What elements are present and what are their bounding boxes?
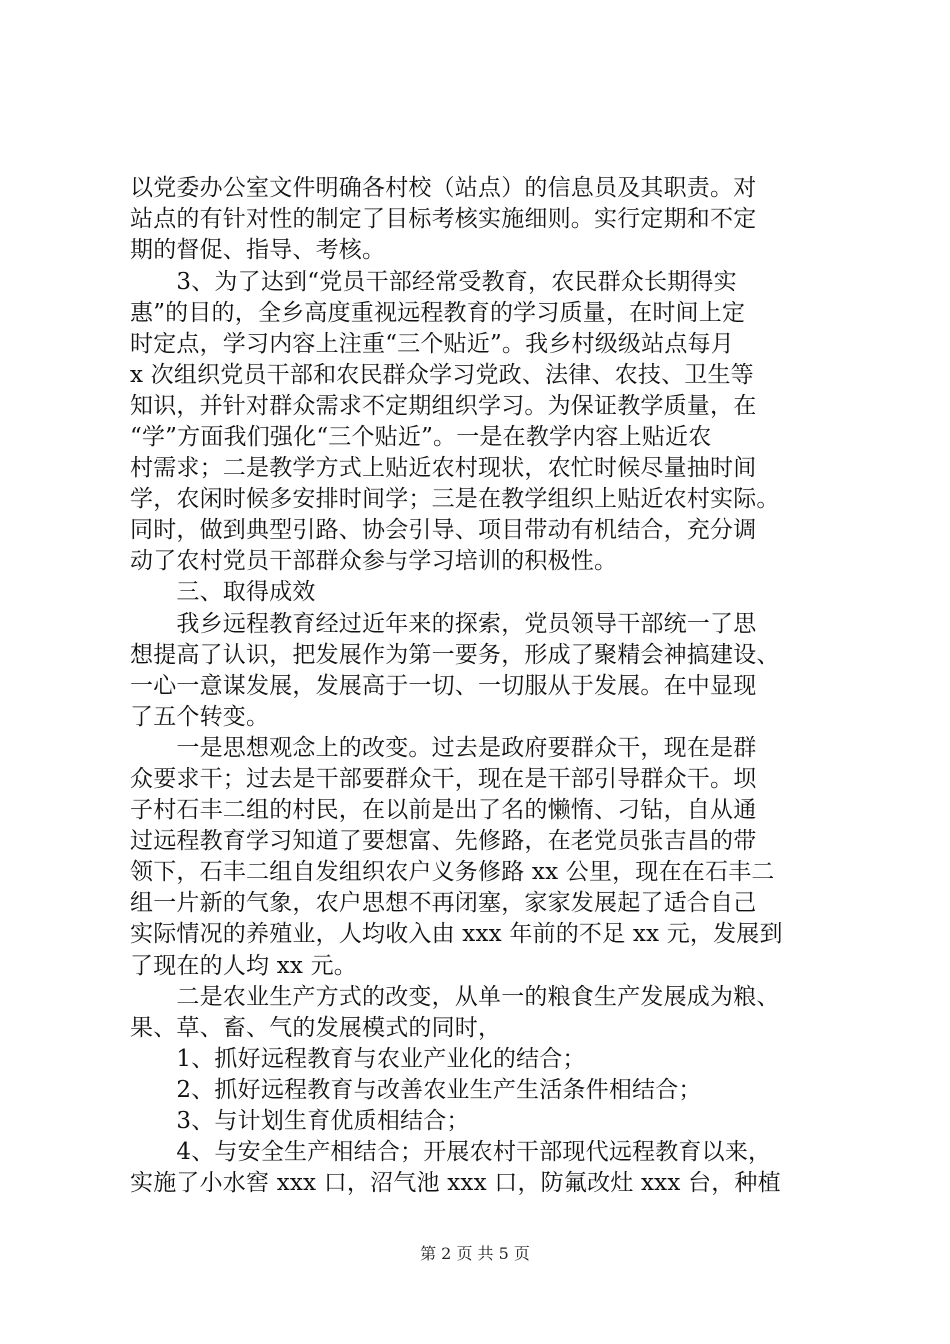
- body-text-line: 众要求干；过去是干部要群众干，现在是干部引导群众干。坝: [130, 766, 757, 792]
- body-text-line: 过远程教育学习知道了要想富、先修路，在老党员张吉昌的带: [130, 828, 757, 854]
- list-item: 4、与安全生产相结合；开展农村干部现代远程教育以来，: [130, 1139, 772, 1165]
- body-text-line: 我乡远程教育经过近年来的探索，党员领导干部统一了思: [130, 611, 757, 637]
- body-text-line: 3、为了达到“党员干部经常受教育，农民群众长期得实: [130, 269, 737, 295]
- body-text-line: 动了农村党员干部群众参与学习培训的积极性。: [130, 548, 618, 574]
- body-text-line: x 次组织党员干部和农民群众学习党政、法律、农技、卫生等: [130, 362, 754, 388]
- body-text-line: 时定点，学习内容上注重“三个贴近”。我乡村级级站点每月: [130, 331, 734, 357]
- body-text-line: 学，农闲时候多安排时间学；三是在教学组织上贴近农村实际。: [130, 486, 780, 512]
- body-text-line: 实际情况的养殖业，人均收入由 xxx 年前的不足 xx 元，发展到: [130, 921, 783, 947]
- list-item: 1、抓好远程教育与农业产业化的结合；: [130, 1046, 586, 1072]
- body-text-line: “学”方面我们强化“三个贴近”。一是在教学内容上贴近农: [130, 424, 712, 450]
- body-text-line: 了现在的人均 xx 元。: [130, 953, 357, 979]
- body-text-line: 知识，并针对群众需求不定期组织学习。为保证教学质量，在: [130, 393, 757, 419]
- body-text-line: 同时，做到典型引路、协会引导、项目带动有机结合，充分调: [130, 517, 757, 543]
- body-text-line: 领下，石丰二组自发组织农户义务修路 xx 公里，现在在石丰二: [130, 859, 775, 885]
- page-number-footer: 第 2 页 共 5 页: [420, 1244, 530, 1263]
- body-text-line: 果、草、畜、气的发展模式的同时，: [130, 1015, 502, 1041]
- body-text-line: 想提高了认识，把发展作为第一要务，形成了聚精会神搞建设、: [130, 642, 780, 668]
- list-item: 3、与计划生育优质相结合；: [130, 1108, 470, 1134]
- body-text-line: 惠”的目的，全乡高度重视远程教育的学习质量，在时间上定: [130, 300, 746, 326]
- body-text-line: 站点的有针对性的制定了目标考核实施细则。实行定期和不定: [130, 206, 757, 232]
- body-text-line: 村需求；二是教学方式上贴近农村现状，农忙时候尽量抽时间: [130, 455, 757, 481]
- body-text-line: 了五个转变。: [130, 704, 270, 730]
- section-heading: 三、取得成效: [130, 579, 316, 605]
- body-text-line: 二是农业生产方式的改变，从单一的粮食生产发展成为粮、: [130, 984, 780, 1010]
- body-text-line: 期的督促、指导、考核。: [130, 237, 386, 263]
- body-text-line: 实施了小水窖 xxx 口，沼气池 xxx 口，防氟改灶 xxx 台，种植: [130, 1170, 781, 1196]
- body-text-line: 组一片新的气象，农户思想不再闭塞，家家发展起了适合自己: [130, 890, 757, 916]
- body-text-line: 子村石丰二组的村民，在以前是出了名的懒惰、刁钻，自从通: [130, 797, 757, 823]
- body-text-line: 一心一意谋发展，发展高于一切、一切服从于发展。在中显现: [130, 673, 757, 699]
- body-text-line: 一是思想观念上的改变。过去是政府要群众干，现在是群: [130, 735, 757, 761]
- body-text-line: 以党委办公室文件明确各村校（站点）的信息员及其职责。对: [130, 175, 757, 201]
- list-item: 2、抓好远程教育与改善农业生产生活条件相结合；: [130, 1077, 702, 1103]
